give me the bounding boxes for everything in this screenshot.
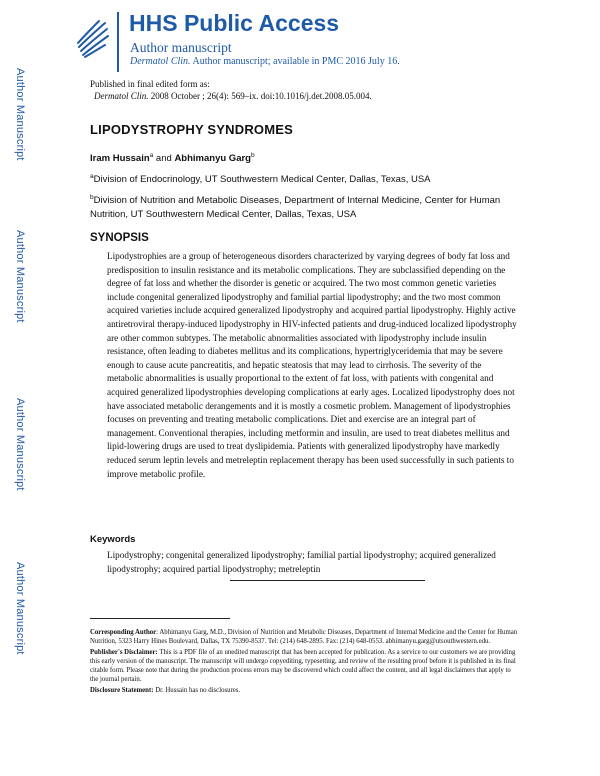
- journal-availability-note: [130, 56, 400, 67]
- hhs-eagle-logo-icon: [75, 17, 111, 59]
- footnote-label: Publisher's Disclaimer:: [90, 649, 158, 656]
- author-manuscript-label: Author manuscript: [130, 40, 232, 55]
- author-name: Iram Hussain: [90, 153, 150, 165]
- footnote-divider: [90, 618, 230, 619]
- published-citation-details: 2008 October ; 26(4): 569–ix. doi:10.1016/j.det.2008.05.004.: [148, 91, 372, 101]
- author-list: [90, 152, 255, 164]
- affiliation-a: [90, 170, 530, 187]
- disclosure-statement-note: [90, 686, 520, 695]
- affiliation-text: Division of Endocrinology, UT Southwestern Medical Center, Dallas, Texas, USA: [93, 174, 431, 186]
- author-name: Abhimanyu Garg: [174, 153, 251, 165]
- published-label: Published in final edited form as:: [90, 79, 210, 89]
- journal-name: Dermatol Clin.: [130, 56, 191, 67]
- affiliation-marker: a: [149, 152, 154, 159]
- footnote-text: : Abhimanyu Garg, M.D., Division of Nutrition and Metabolic Diseases, Department of Internal Medicine and the Center for Human Nutrition, 5323 Harry Hines Boulevard, Dallas, TX 75390-8537. Tel: (214) 648-2895. Fax: (214) 648-0553. abhimanyu.garg@utsouthwestern.edu.: [90, 629, 518, 645]
- hhs-public-access-title: HHS Public Access: [129, 10, 340, 36]
- affiliation-text: Division of Nutrition and Metabolic Diseases, Department of Internal Medicine, Center for Human Nutrition, UT Southwestern Medical Center, Dallas, Texas, USA: [90, 195, 501, 221]
- publisher-disclaimer-note: [90, 648, 520, 684]
- footnote-label: Corresponding Author: [90, 629, 157, 636]
- published-citation: [90, 78, 372, 102]
- affiliation-marker: b: [250, 152, 255, 159]
- affiliation-marker: b: [90, 194, 94, 201]
- published-journal-name: Dermatol Clin.: [94, 91, 149, 101]
- affiliation-marker: a: [90, 173, 94, 180]
- keywords-divider: [230, 580, 425, 581]
- side-label-author-manuscript: Author Manuscript: [14, 398, 26, 491]
- availability-text: Author manuscript; available in PMC 2016 July 16.: [190, 56, 400, 67]
- synopsis-text: Lipodystrophies are a group of heterogeneous disorders characterized by varying degrees of body fat loss and predisposition to insulin resistance and its metabolic complications. They are subclassified depending on the degree of fat loss and whether the disorder is genetic or acquired. The two most common genetic varieties include congenital generalized lipodystrophy and familial partial lipodystrophy; and the two most common acquired varieties include acquired generalized lipodystrophy and acquired partial lipodystrophy. Highly active antiretroviral therapy-induced lipodystrophy in HIV-infected patients and drug-induced localized lipodystrophy are other common subtypes. The metabolic abnormalities associated with lipodystrophy include insulin resistance, often leading to diabetes mellitus and its complications, hypertriglyceridemia that may be severe enough to cause acute pancreatitis, and hepatic steatosis that may lead to cirrhosis. The severity of the metabolic abnormalities is usually proportional to the extent of fat loss, with patients with congenital and acquired generalized lipodystrophies developing complications at early ages. Localized lipodystrophy does not have associated metabolic derangements and it is mostly a cosmetic problem. Management of lipodystrophies focuses on preventing and treating metabolic complications. Diet and exercise are an integral part of management. Conventional therapies, including metformin and insulin, are used to treat diabetes mellitus and lipid-lowering drugs are used to treat dyslipidemia. Patients with generalized lipodystrophy have markedly reduced serum leptin levels and metreleptin replacement therapy has been used successfully in such patients to improve metabolic profile.: [107, 251, 517, 479]
- corresponding-author-note: [90, 628, 520, 646]
- affiliation-b: [90, 191, 530, 222]
- keywords-heading: Keywords: [90, 534, 136, 545]
- footnote-label: Disclosure Statement:: [90, 687, 154, 694]
- side-label-author-manuscript: Author Manuscript: [14, 230, 26, 323]
- footnote-text: This is a PDF file of an unedited manuscript that has been accepted for publication. As a service to our customers we are providing this early version of the manuscript. The manuscript will undergo copyediting, typesetting, and review of the resulting proof before it is published in its final citable form. Please note that during the production process errors may be discovered which could affect the content, and all legal disclaimers that apply to the journal pertain.: [90, 649, 516, 683]
- synopsis-heading: SYNOPSIS: [90, 232, 149, 244]
- side-label-author-manuscript: Author Manuscript: [14, 562, 26, 655]
- footnote-text: Dr. Hussain has no disclosures.: [153, 687, 241, 694]
- header-divider: [117, 12, 119, 72]
- author-conjunction: and: [153, 153, 175, 165]
- side-label-author-manuscript: Author Manuscript: [14, 68, 26, 161]
- paper-title: LIPODYSTROPHY SYNDROMES: [90, 122, 294, 137]
- keywords-text: Lipodystrophy; congenital generalized lipodystrophy; familial partial lipodystrophy; acquired generalized lipodystrophy; acquired partial lipodystrophy; metreleptin: [107, 550, 496, 574]
- footnotes: [90, 628, 520, 697]
